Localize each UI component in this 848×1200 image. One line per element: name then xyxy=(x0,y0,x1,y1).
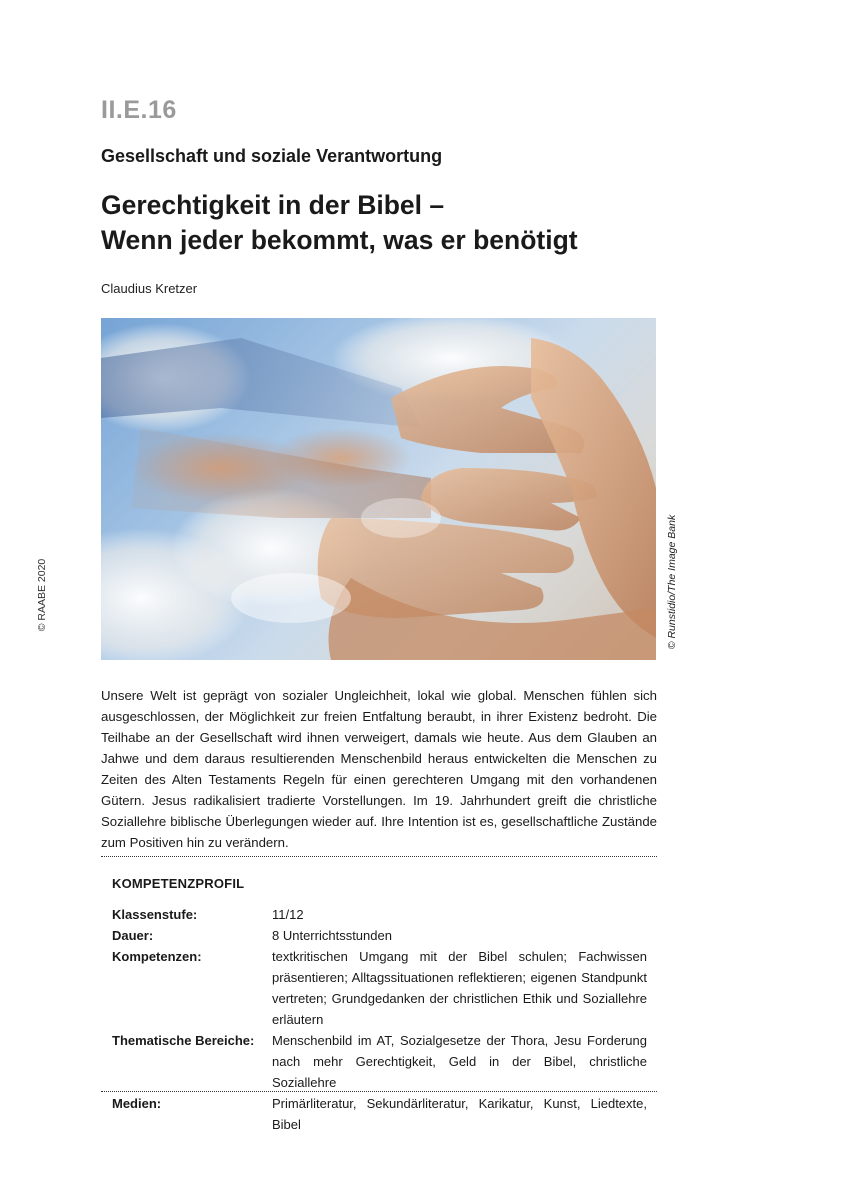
kp-value: Menschenbild im AT, Sozialgesetze der Thora, Jesu Forderung nach mehr Gerechtigkeit, Geld in der Bibel, christliche Soziallehre xyxy=(272,1033,647,1090)
title-line-2: Wenn jeder bekommt, was er benötigt xyxy=(101,225,578,255)
kp-value: 8 Unterrichtsstunden xyxy=(272,928,392,943)
kompetenzprofil-table xyxy=(112,904,652,1135)
unit-code: II.E.16 xyxy=(101,96,177,124)
kompetenzprofil-heading: KOMPETENZPROFIL xyxy=(112,876,245,891)
series-title: Gesellschaft und soziale Verantwortung xyxy=(101,146,443,166)
kp-row-medien xyxy=(112,1093,652,1135)
kp-row-kompetenzen xyxy=(112,946,652,1030)
kp-label: Kompetenzen: xyxy=(112,949,202,964)
photo-credit: © Runstidio/The Image Bank xyxy=(666,514,678,650)
kp-label: Klassenstufe: xyxy=(112,907,198,922)
kp-row-klassenstufe xyxy=(112,904,652,925)
side-copyright: © RAABE 2020 xyxy=(36,558,48,632)
hero-image xyxy=(101,318,656,660)
title-line-1: Gerechtigkeit in der Bibel – xyxy=(101,190,445,220)
kp-value: 11/12 xyxy=(272,907,304,922)
divider-top xyxy=(101,856,657,857)
hands-with-clouds-photo xyxy=(101,318,656,660)
kp-label: Medien: xyxy=(112,1096,162,1111)
kp-value: Primärliteratur, Sekundärliteratur, Karikatur, Kunst, Liedtexte, Bibel xyxy=(272,1096,647,1132)
kp-value: textkritischen Umgang mit der Bibel schulen; Fachwissen präsentieren; Alltagssituationen reflektieren; eigenen Standpunkt vertreten; Grundgedanken der christlichen Ethik und Soziallehre erläutern xyxy=(272,949,647,1027)
kp-row-thematische-bereiche xyxy=(112,1030,652,1093)
intro-paragraph: Unsere Welt ist geprägt von sozialer Ungleichheit, lokal wie global. Menschen fühlen sich ausgeschlossen, der Möglichkeit zur freien Entfaltung beraubt, in ihrer Existenz bedroht. Die Teilhabe an der Gesellschaft wird ihnen verweigert, damals wie heute. Aus dem Glauben an Jahwe und dem daraus resultierenden Menschenbild heraus entwickelten die Menschen zu Zeiten des Alten Testaments Regeln für einen gerechteren Umgang mit den vorhandenen Gütern. Jesus radikalisiert tradierte Vorstellungen. Im 19. Jahrhundert greift die christliche Soziallehre biblische Überlegungen wieder auf. Ihre Intention ist es, gesellschaftliche Zustände zum Positiven hin zu verändern. xyxy=(101,688,657,850)
kp-label: Dauer: xyxy=(112,928,154,943)
divider-bottom xyxy=(101,1091,657,1092)
kp-row-dauer xyxy=(112,925,652,946)
page-title xyxy=(101,188,701,258)
author: Claudius Kretzer xyxy=(101,281,198,296)
kp-label: Thematische Bereiche: xyxy=(112,1033,255,1048)
